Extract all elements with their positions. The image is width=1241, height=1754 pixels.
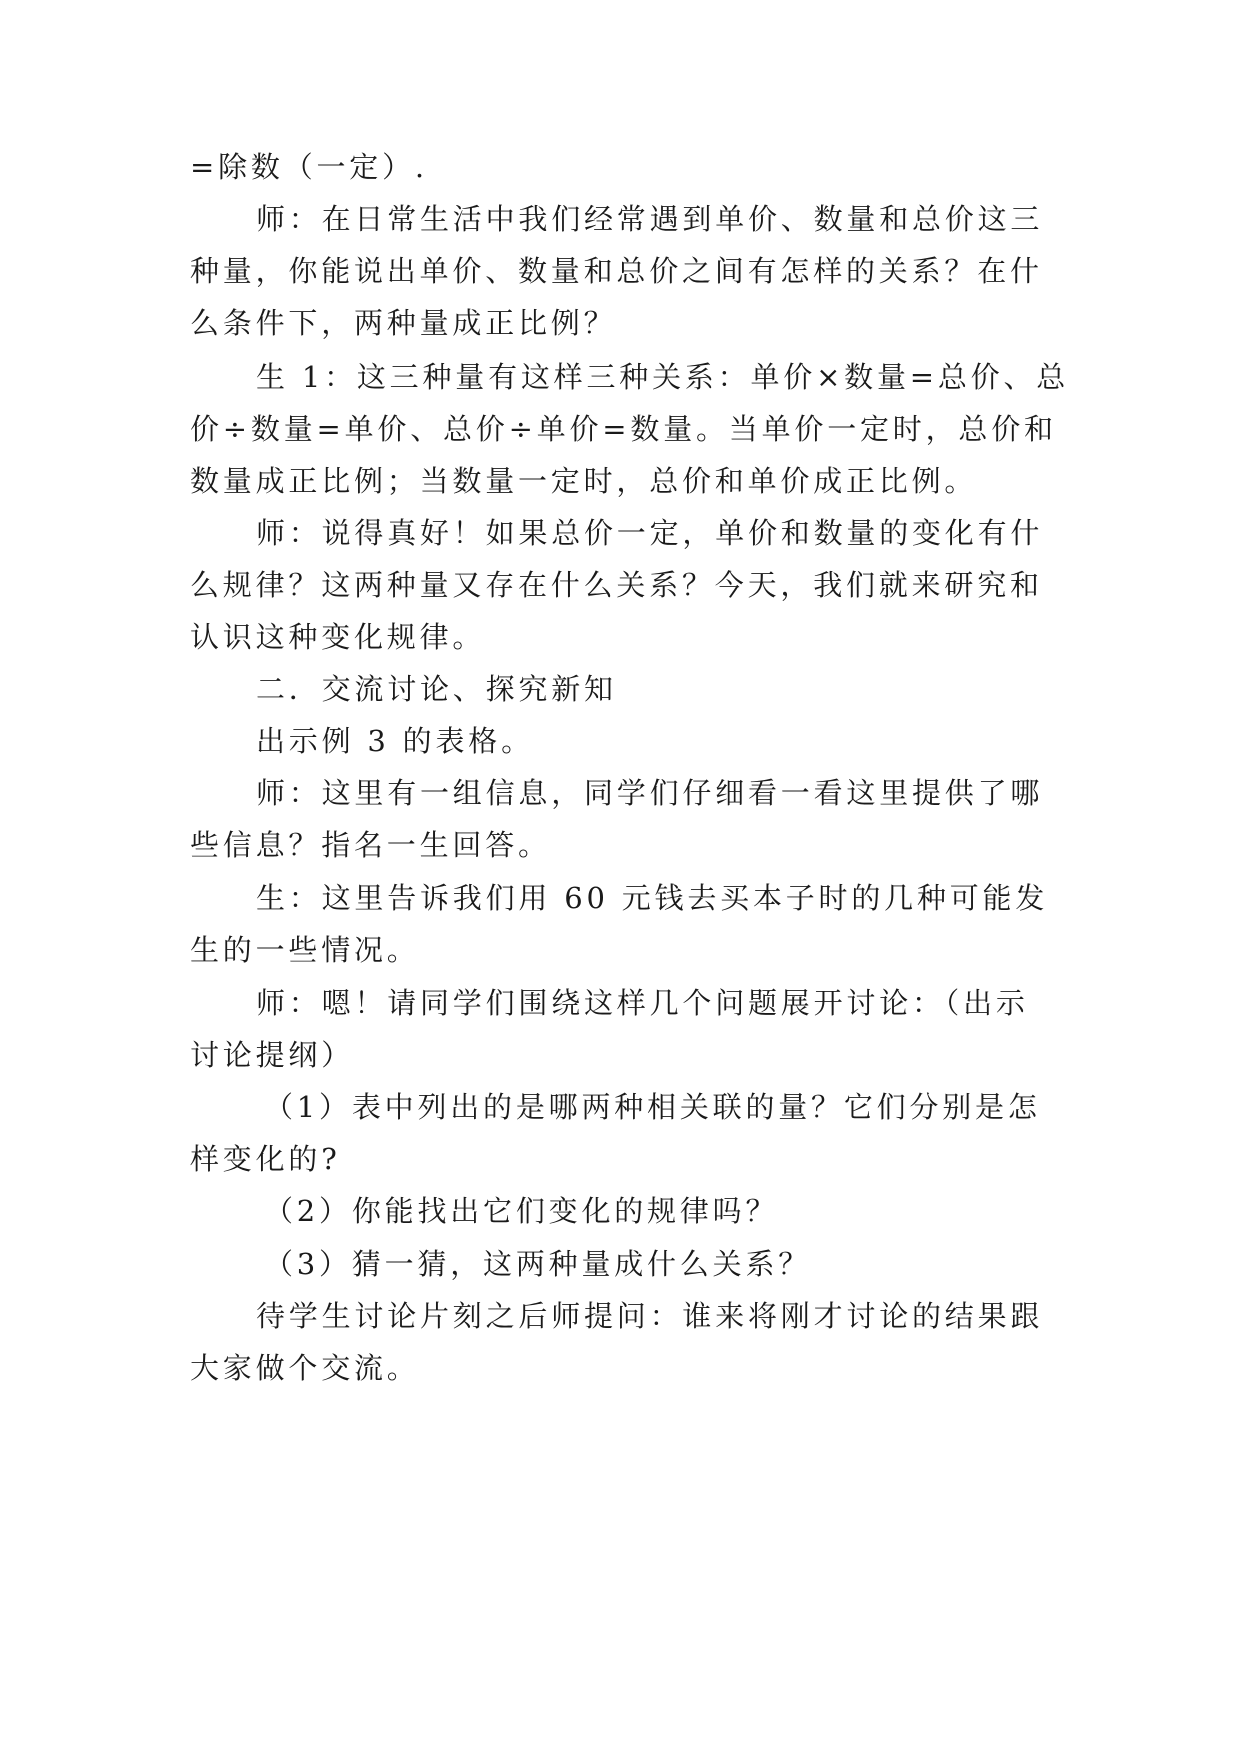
text-line: 大家做个交流。 xyxy=(190,1351,420,1385)
text-line: 师：在日常生活中我们经常遇到单价、数量和总价这三 xyxy=(256,202,1044,236)
text-line: 师：说得真好！如果总价一定，单价和数量的变化有什 xyxy=(256,516,1044,550)
text-line: 么条件下，两种量成正比例？ xyxy=(190,306,617,340)
list-item: （1）表中列出的是哪两种相关联的量？它们分别是怎 xyxy=(264,1090,1041,1124)
list-item: （2）你能找出它们变化的规律吗？ xyxy=(264,1194,779,1228)
text-line: 价÷数量=单价、总价÷单价=数量。当单价一定时，总价和 xyxy=(190,412,1057,446)
text-line: 师：这里有一组信息，同学们仔细看一看这里提供了哪 xyxy=(256,776,1044,810)
text-line: 待学生讨论片刻之后师提问：谁来将刚才讨论的结果跟 xyxy=(256,1299,1044,1333)
text-line: 讨论提纲） xyxy=(190,1038,355,1072)
text-line: 生的一些情况。 xyxy=(190,933,420,967)
text-line: 认识这种变化规律。 xyxy=(190,620,486,654)
list-item: （3）猜一猜，这两种量成什么关系？ xyxy=(264,1247,812,1281)
text-line: 种量，你能说出单价、数量和总价之间有怎样的关系？在什 xyxy=(190,254,1043,288)
text-line: 么规律？这两种量又存在什么关系？今天，我们就来研究和 xyxy=(190,568,1043,602)
text-line: 样变化的? xyxy=(190,1142,341,1176)
text-line: 生 1：这三种量有这样三种关系：单价×数量=总价、总 xyxy=(256,360,1070,394)
text-line: 些信息？指名一生回答。 xyxy=(190,828,551,862)
text-line: 生：这里告诉我们用 60 元钱去买本子时的几种可能发 xyxy=(256,881,1049,915)
text-line: 师：嗯！请同学们围绕这样几个问题展开讨论：（出示 xyxy=(256,986,1029,1020)
section-heading: 二．交流讨论、探究新知 xyxy=(256,672,617,706)
text-line: 数量成正比例；当数量一定时，总价和单价成正比例。 xyxy=(190,464,978,498)
text-line: 出示例 3 的表格。 xyxy=(256,724,534,758)
text-line: =除数（一定）. xyxy=(190,150,428,184)
